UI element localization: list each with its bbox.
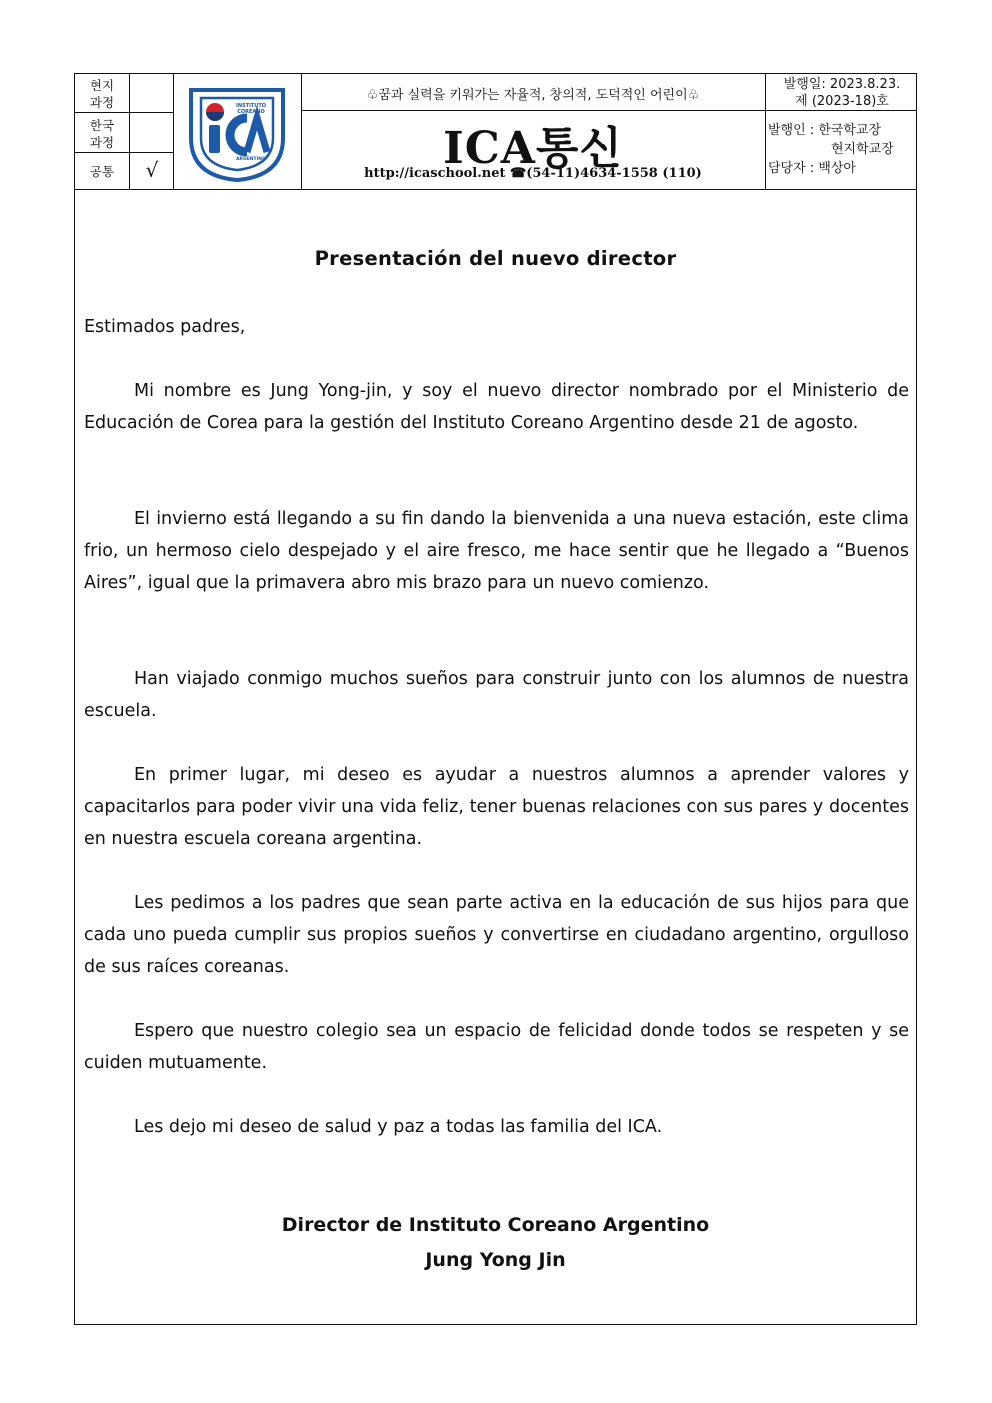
category-korean-course: 한국 과정 — [89, 118, 115, 150]
divider — [75, 152, 173, 153]
school-slogan: ♧꿈과 실력을 키워가는 자율적, 창의적, 도덕적인 어린이♧ — [366, 88, 700, 103]
paragraph: El invierno está llegando a su fin dando la bienvenida a una nueva estación, este clima frio, un hermoso cielo despejado y el aire fresco, me hace sentir que he llegado a “Buenos Aires”, igual que la primavera abro mis brazo para un nuevo comienzo. — [84, 509, 909, 593]
paragraph: Espero que nuestro colegio sea un espacio de felicidad donde todos se respeten y se cuiden mutuamente. — [84, 1021, 909, 1073]
svg-text:INSTITUTO: INSTITUTO — [235, 103, 267, 109]
svg-text:COREANO: COREANO — [237, 109, 265, 115]
paragraph: Les pedimos a los padres que sean parte activa en la educación de sus hijos para que cada uno pueda cumplir sus propios sueños y convertirse en ciudadano argentino, orgulloso de sus raíces coreanas. — [84, 893, 909, 977]
paragraph: Mi nombre es Jung Yong-jin, y soy el nuevo director nombrado por el Ministerio de Educación de Corea para la gestión del Instituto Coreano Argentino desde 21 de agosto. — [84, 381, 909, 433]
divider — [173, 74, 174, 190]
category-common: 공통 — [89, 164, 115, 179]
paragraph: En primer lugar, mi deseo es ayudar a nuestros alumnos a aprender valores y capacitarlos para poder vivir una vida feliz, tener buenas relaciones con sus pares y docentes en nuestra escuela coreana argentina. — [84, 765, 909, 849]
newsletter-title: ICA통신 — [443, 123, 623, 174]
signature-title: Director de Instituto Coreano Argentino — [281, 1214, 710, 1236]
manager: 담당자 : 백상아 — [768, 161, 856, 176]
newsletter-header — [75, 74, 916, 190]
divider — [765, 74, 766, 190]
paragraph: Les dejo mi deseo de salud y paz a todas las familia del ICA. — [134, 1117, 663, 1137]
publisher: 발행인 : 한국학교장 — [768, 123, 882, 138]
divider — [301, 74, 302, 190]
check-mark: √ — [145, 158, 159, 182]
signature-name: Jung Yong Jin — [425, 1249, 566, 1271]
greeting: Estimados padres, — [84, 317, 246, 337]
paragraph: Han viajado conmigo muchos sueños para construir junto con los alumnos de nuestra escuela. — [84, 669, 909, 721]
divider — [75, 112, 173, 113]
document-title: Presentación del nuevo director — [314, 247, 677, 270]
newsletter-frame — [74, 73, 917, 1325]
issue-number: 제 (2023-18)호 — [795, 94, 889, 109]
divider — [129, 74, 130, 190]
issue-date: 발행일: 2023.8.23. — [783, 77, 901, 92]
category-local-course: 현지 과정 — [89, 78, 115, 110]
svg-text:ARGENTINO: ARGENTINO — [236, 157, 266, 162]
publisher-second: 현지학교장 — [831, 142, 894, 157]
contact-info: http://icaschool.net ☎(54-11)4634-1558 (110) — [364, 166, 702, 181]
ica-logo-icon — [185, 80, 289, 184]
